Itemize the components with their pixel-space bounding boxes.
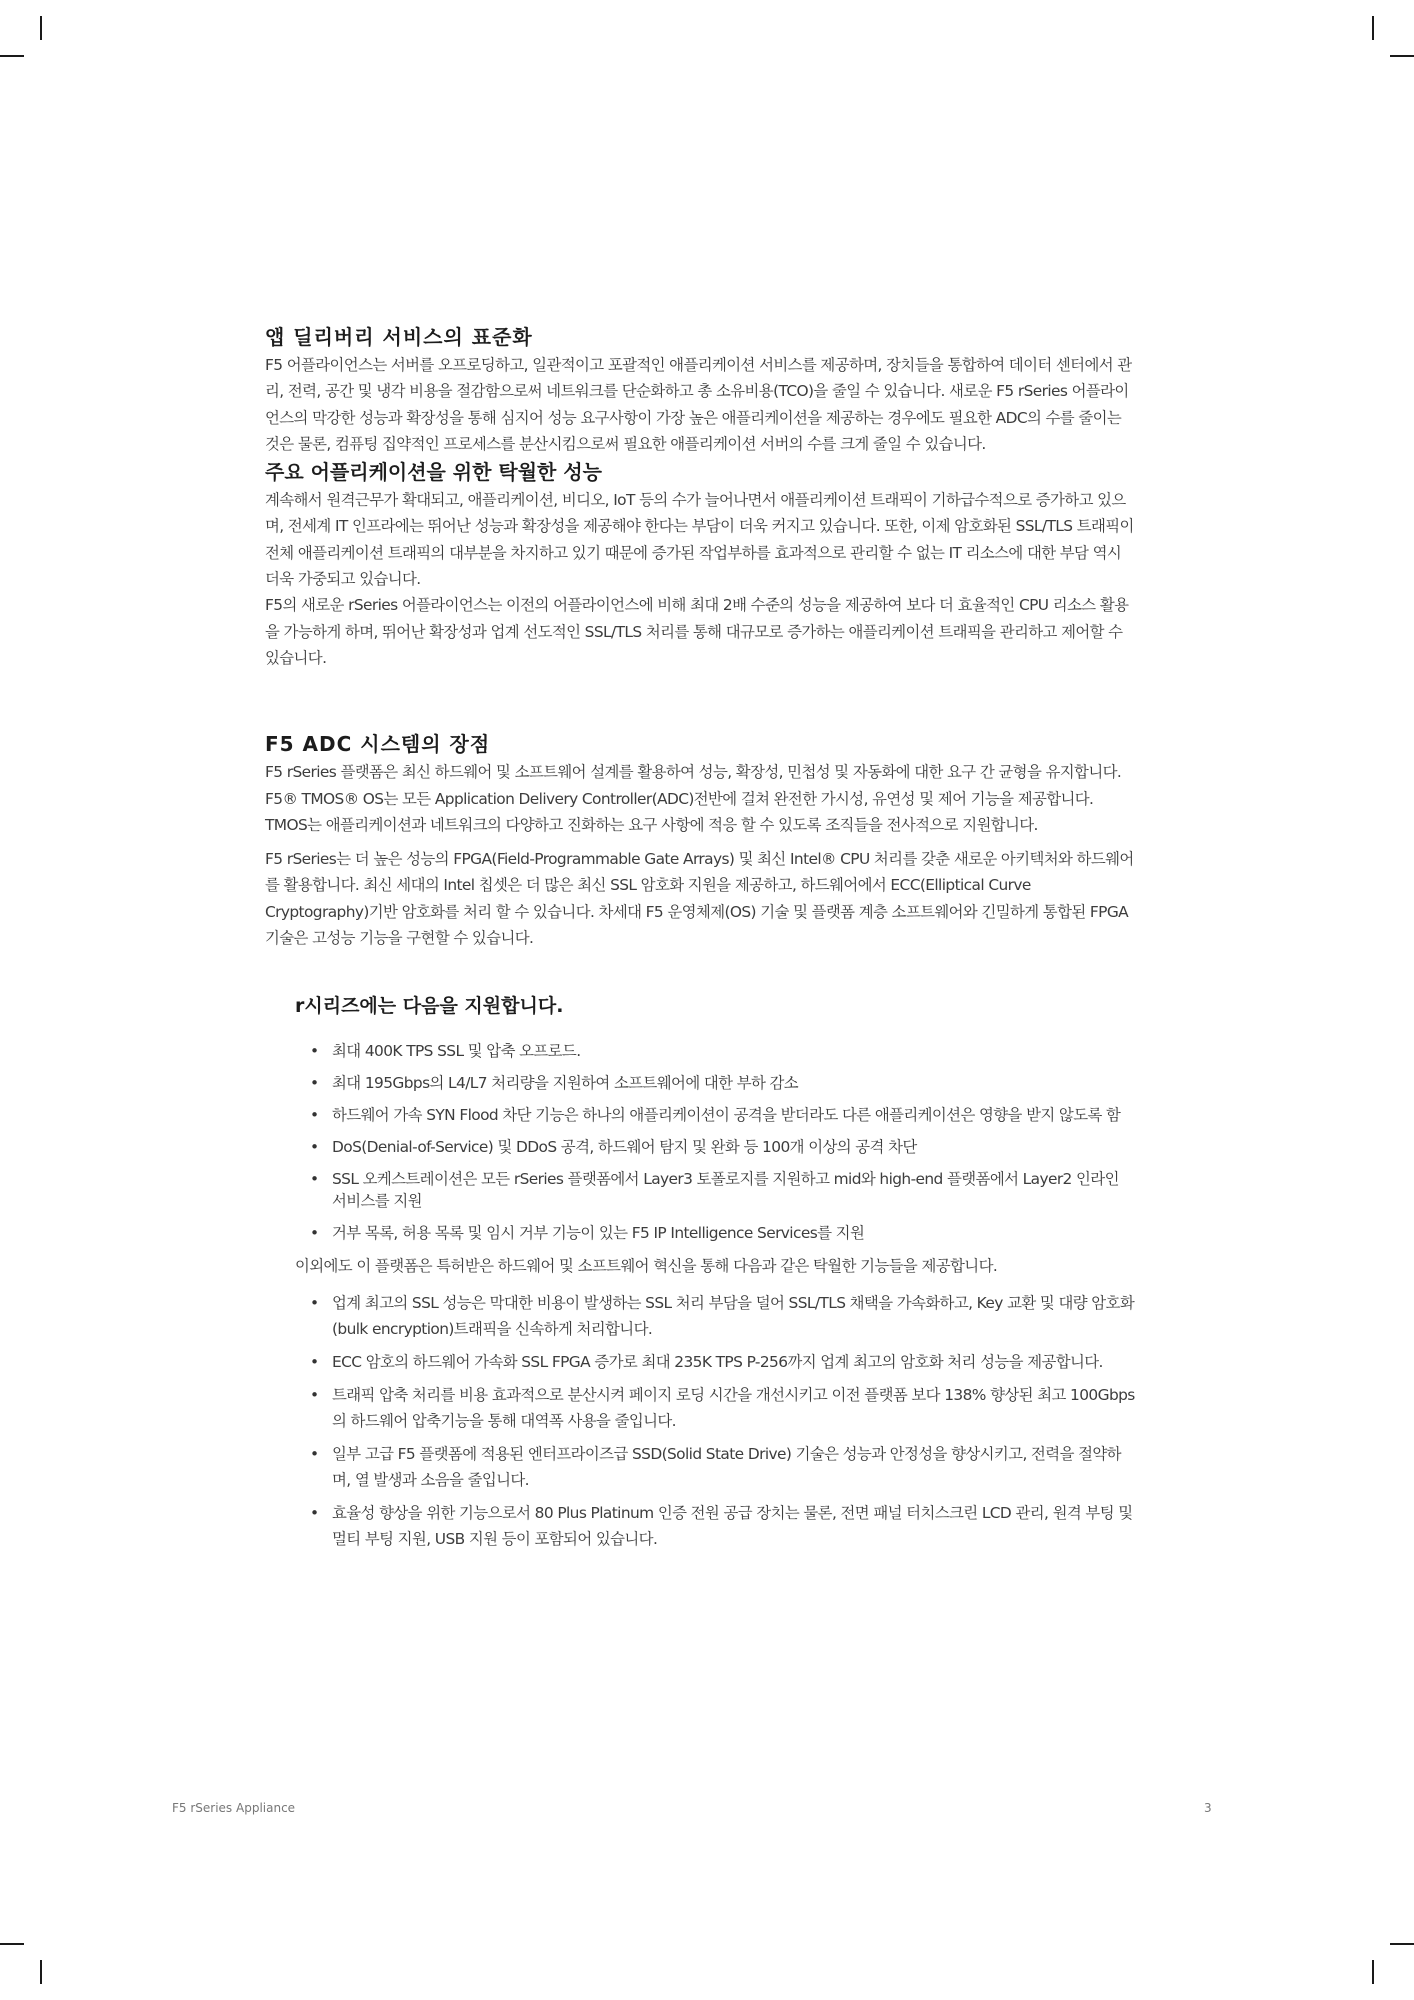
bullet-icon: • [310,1386,319,1405]
bullet-icon: • [310,1074,319,1093]
bullet-icon: • [310,1353,319,1372]
section-heading-adc-benefits: F5 ADC 시스템의 장점 [265,732,491,757]
bullet-icon: • [310,1138,319,1157]
crop-mark [0,55,24,57]
bullet-icon: • [310,1224,319,1243]
section-paragraph: F5 rSeries는 더 높은 성능의 FPGA(Field-Programmable Gate Arrays) 및 최신 Intel® CPU 처리를 갖춘 새로운 아키텍처와 하드웨어를 활용합니다. 최신 세대의 Intel 칩셋은 더 많은 최신 SSL 암호화 지원을 제공하고, 하드웨어에서 ECC(Elliptical Curve Cryptography)기반 암호화를 처리 할 수 있습니다. 차세대 F5 운영체제(OS) 기술 및 플랫폼 계층 소프트웨어와 긴밀하게 통합된 FPGA 기술은 고성능 기능을 구현할 수 있습니다. [265,850,1134,948]
list-item: • 하드웨어 가속 SYN Flood 차단 기능은 하나의 애플리케이션이 공격을 받더라도 다른 애플리케이션은 영향을 받지 않도록 함 [310,1106,1121,1125]
bullet-icon: • [310,1445,319,1464]
crop-mark [1372,1960,1374,1984]
page-content [265,322,1135,1559]
footer-title: F5 rSeries Appliance [172,1801,296,1815]
bullet-icon: • [310,1294,319,1313]
bullet-icon: • [310,1106,319,1125]
list-item: • 트래픽 압축 처리를 비용 효과적으로 분산시켜 페이지 로딩 시간을 개선시키고 이전 플랫폼 보다 138% 향상된 최고 100Gbps의 하드웨어 압축기능을 통해 대역폭 사용을 줄입니다. [295,1382,1135,1434]
list-item: • 업계 최고의 SSL 성능은 막대한 비용이 발생하는 SSL 처리 부담을 덜어 SSL/TLS 채택을 가속화하고, Key 교환 및 대량 암호화(bulk encryption)트래픽을 신속하게 처리합니다. [295,1290,1135,1342]
list-item: • ECC 암호의 하드웨어 가속화 SSL FPGA 증가로 최대 235K TPS P-256까지 업계 최고의 암호화 처리 성능을 제공합니다. [295,1349,1135,1375]
features-list [295,1290,1135,1552]
list-item: • DoS(Denial-of-Service) 및 DDoS 공격, 하드웨어 탐지 및 완화 등 100개 이상의 공격 차단 [310,1138,917,1157]
list-item: • SSL 오케스트레이션은 모든 rSeries 플랫폼에서 Layer3 토폴로지를 지원하고 mid와 high-end 플랫폼에서 Layer2 인라인 서비스를 지원 [310,1170,1119,1211]
features-intro: 이외에도 이 플랫폼은 특허받은 하드웨어 및 소프트웨어 혁신을 통해 다음과 같은 탁월한 기능들을 제공합니다. [295,1257,998,1276]
crop-mark [0,1943,24,1945]
crop-mark [40,16,42,40]
bullet-icon: • [310,1170,319,1189]
section-paragraph: F5의 새로운 rSeries 어플라이언스는 이전의 어플라이언스에 비해 최대 2배 수준의 성능을 제공하여 보다 더 효율적인 CPU 리소스 활용을 가능하게 하며, 뛰어난 확장성과 업계 선도적인 SSL/TLS 처리를 통해 대규모로 증가하는 애플리케이션 트래픽을 관리하고 제어할 수 있습니다. [265,596,1129,667]
support-section [295,991,1135,1552]
crop-mark [1390,55,1414,57]
crop-mark [40,1960,42,1984]
list-item: • 일부 고급 F5 플랫폼에 적용된 엔터프라이즈급 SSD(Solid State Drive) 기술은 성능과 안정성을 향상시키고, 전력을 절약하며, 열 발생과 소음을 줄입니다. [295,1441,1135,1493]
support-list [295,1040,1135,1244]
support-heading: r시리즈에는 다음을 지원합니다. [295,995,564,1018]
section-heading-performance: 주요 어플리케이션을 위한 탁월한 성능 [265,460,602,485]
list-item: • 최대 195Gbps의 L4/L7 처리량을 지원하여 소프트웨어에 대한 부하 감소 [310,1074,799,1093]
list-item: • 거부 목록, 허용 목록 및 임시 거부 기능이 있는 F5 IP Intelligence Services를 지원 [310,1224,865,1243]
page-number: 3 [1204,1801,1212,1815]
list-item: • 효율성 향상을 위한 기능으로서 80 Plus Platinum 인증 전원 공급 장치는 물론, 전면 패널 터치스크린 LCD 관리, 원격 부팅 및 멀티 부팅 지원, USB 지원 등이 포함되어 있습니다. [295,1500,1135,1552]
section-paragraph: F5 어플라이언스는 서버를 오프로딩하고, 일관적이고 포괄적인 애플리케이션 서비스를 제공하며, 장치들을 통합하여 데이터 센터에서 관리, 전력, 공간 및 냉각 비용을 절감함으로써 네트워크를 단순화하고 총 소유비용(TCO)을 줄일 수 있습니다. 새로운 F5 rSeries 어플라이언스의 막강한 성능과 확장성을 통해 심지어 성능 요구사항이 가장 높은 애플리케이션을 제공하는 경우에도 필요한 ADC의 수를 줄이는 것은 물론, 컴퓨팅 집약적인 프로세스를 분산시킴으로써 필요한 애플리케이션 서버의 수를 크게 줄일 수 있습니다. [265,356,1132,453]
bullet-icon: • [310,1504,319,1523]
section-paragraph: F5 rSeries 플랫폼은 최신 하드웨어 및 소프트웨어 설계를 활용하여 성능, 확장성, 민첩성 및 자동화에 대한 요구 간 균형을 유지합니다. F5® TMOS® OS는 모든 Application Delivery Controller(ADC)전반에 걸쳐 완전한 가시성, 유연성 및 제어 기능을 제공합니다. TMOS는 애플리케이션과 네트워크의 다양하고 진화하는 요구 사항에 적응 할 수 있도록 조직들을 전사적으로 지원합니다. [265,763,1122,834]
crop-mark [1390,1943,1414,1945]
section-heading-standardization: 앱 딜리버리 서비스의 표준화 [265,325,533,349]
bullet-icon: • [310,1042,319,1061]
list-item: • 최대 400K TPS SSL 및 압축 오프로드. [310,1042,581,1061]
crop-mark [1372,16,1374,40]
section-paragraph: 계속해서 원격근무가 확대되고, 애플리케이션, 비디오, IoT 등의 수가 늘어나면서 애플리케이션 트래픽이 기하급수적으로 증가하고 있으며, 전세계 IT 인프라에는 뛰어난 성능과 확장성을 제공해야 한다는 부담이 더욱 커지고 있습니다. 또한, 이제 암호화된 SSL/TLS 트래픽이 전체 애플리케이션 트래픽의 대부분을 차지하고 있기 때문에 증가된 작업부하를 효과적으로 관리할 수 없는 IT 리소스에 대한 부담 역시 더욱 가중되고 있습니다. [265,491,1134,589]
